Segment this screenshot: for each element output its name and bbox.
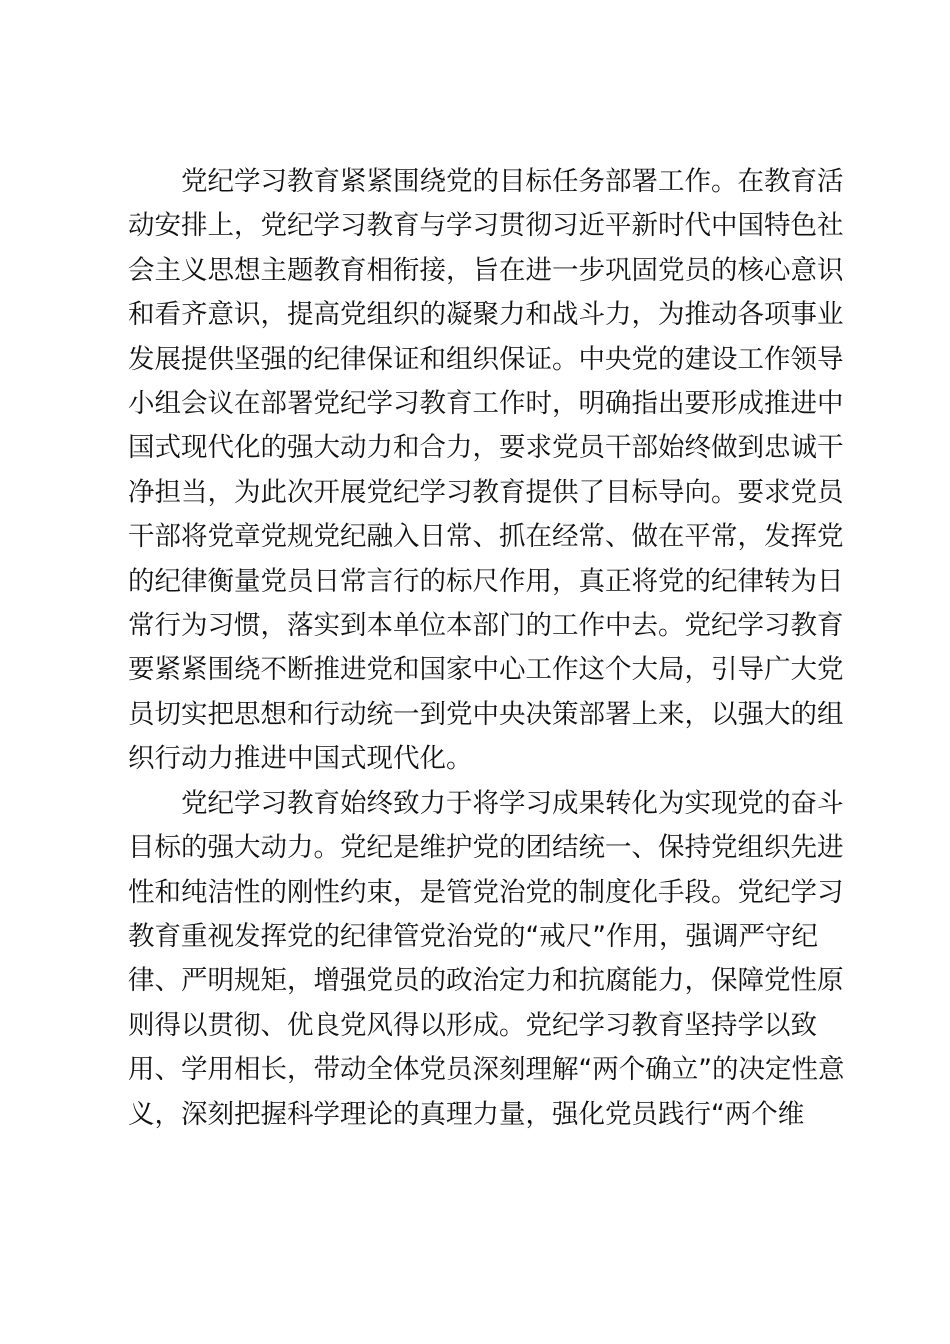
text-line: 目标的强大动力。党纪是维护党的团结统一、保持党组织先进 bbox=[128, 832, 844, 864]
text-line: 律、严明规矩，增强党员的政治定力和抗腐能力，保障党性原 bbox=[128, 965, 844, 997]
text-line: 性和纯洁性的刚性约束，是管党治党的制度化手段。党纪学习 bbox=[128, 876, 844, 908]
text-line: 党纪学习教育始终致力于将学习成果转化为实现党的奋斗 bbox=[181, 787, 844, 819]
text-line: 义，深刻把握科学理论的真理力量，强化党员践行“两个维 bbox=[128, 1098, 805, 1130]
text-line: 净担当，为此次开展党纪学习教育提供了目标导向。要求党员 bbox=[128, 476, 844, 508]
text-line: 织行动力推进中国式现代化。 bbox=[128, 743, 473, 775]
text-line: 员切实把思想和行动统一到党中央决策部署上来，以强大的组 bbox=[128, 698, 844, 730]
text-line: 用、学用相长，带动全体党员深刻理解“两个确立”的决定性意 bbox=[128, 1054, 845, 1086]
text-line: 党纪学习教育紧紧围绕党的目标任务部署工作。在教育活 bbox=[181, 166, 844, 197]
paragraph-1 bbox=[128, 160, 844, 782]
text-line: 会主义思想主题教育相衔接，旨在进一步巩固党员的核心意识 bbox=[128, 254, 844, 286]
text-line: 动安排上，党纪学习教育与学习贯彻习近平新时代中国特色社 bbox=[128, 210, 844, 242]
text-line: 的纪律衡量党员日常言行的标尺作用，真正将党的纪律转为日 bbox=[128, 565, 844, 597]
paragraph-2 bbox=[128, 782, 845, 1137]
text-line: 和看齐意识，提高党组织的凝聚力和战斗力，为推动各项事业 bbox=[128, 299, 844, 331]
document-body bbox=[128, 160, 845, 1137]
text-line: 干部将党章党规党纪融入日常、抓在经常、做在平常，发挥党 bbox=[128, 521, 844, 553]
text-line: 国式现代化的强大动力和合力，要求党员干部始终做到忠诚干 bbox=[128, 432, 844, 464]
text-line: 常行为习惯，落实到本单位本部门的工作中去。党纪学习教育 bbox=[128, 610, 844, 642]
text-line: 则得以贯彻、优良党风得以形成。党纪学习教育坚持学以致 bbox=[128, 1009, 817, 1041]
text-line: 要紧紧围绕不断推进党和国家中心工作这个大局，引导广大党 bbox=[128, 654, 844, 686]
text-line: 小组会议在部署党纪学习教育工作时，明确指出要形成推进中 bbox=[128, 388, 844, 420]
text-line: 教育重视发挥党的纪律管党治党的“戒尺”作用，强调严守纪 bbox=[128, 920, 818, 952]
text-line: 发展提供坚强的纪律保证和组织保证。中央党的建设工作领导 bbox=[128, 343, 844, 375]
